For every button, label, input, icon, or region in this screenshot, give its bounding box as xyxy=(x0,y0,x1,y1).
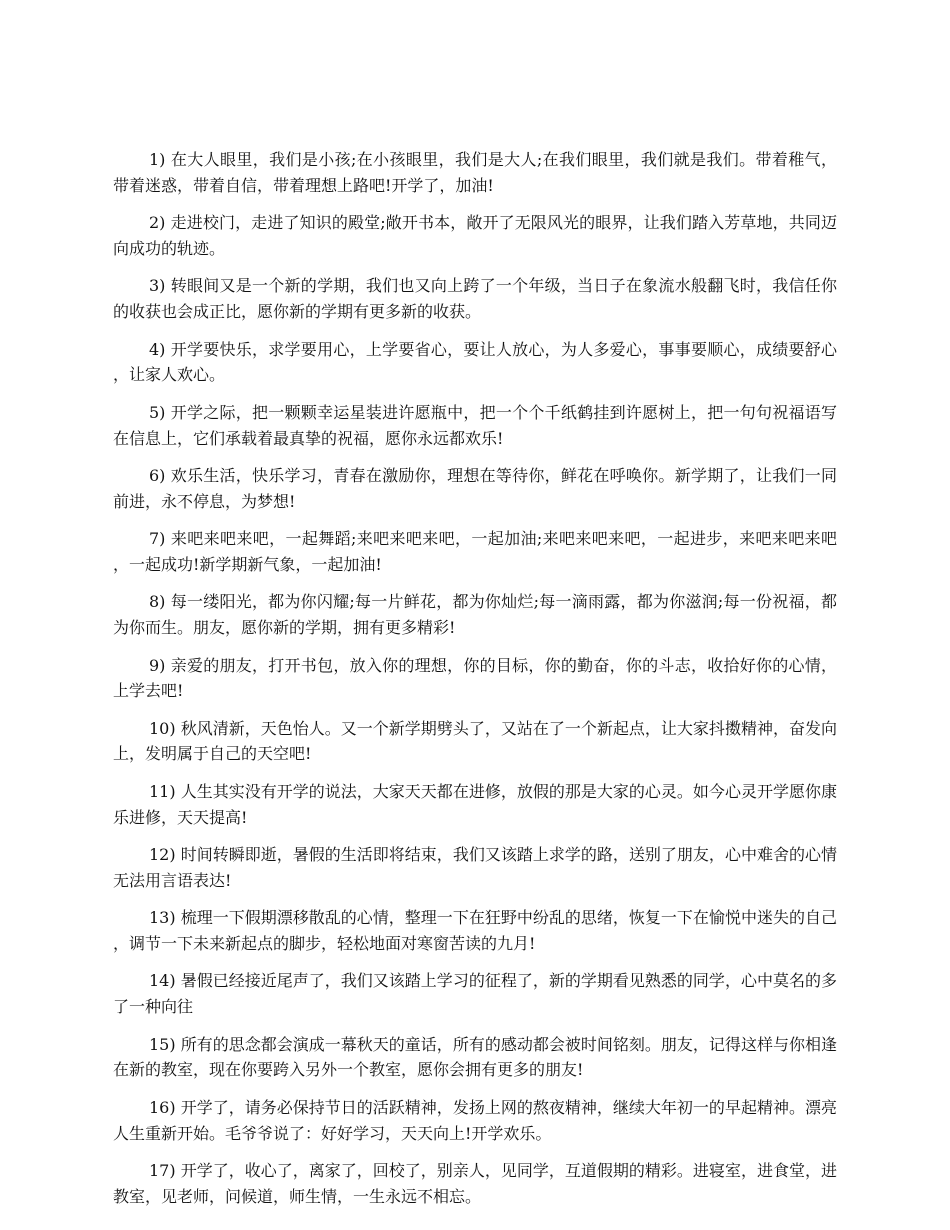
paragraph-9: 9) 亲爱的朋友，打开书包，放入你的理想，你的目标，你的勤奋，你的斗志，收拾好你的心情，上学去吧! xyxy=(113,655,837,701)
paragraph-12: 12) 时间转瞬即逝，暑假的生活即将结束，我们又该踏上求学的路，送别了朋友，心中难舍的心情无法用言语表达! xyxy=(113,845,837,890)
paragraph-13: 13) 梳理一下假期漂移散乱的心情，整理一下在狂野中纷乱的思绪，恢复一下在愉悦中迷失的自己，调节一下未来新起点的脚步，轻松地面对寒窗苦读的九月! xyxy=(113,908,837,954)
paragraph-1: 1) 在大人眼里，我们是小孩;在小孩眼里，我们是大人;在我们眼里，我们就是我们。带着稚气，带着迷惑，带着自信，带着理想上路吧!开学了，加油! xyxy=(113,150,837,195)
document-body xyxy=(113,147,837,1221)
paragraph-3: 3) 转眼间又是一个新的学期，我们也又向上跨了一个年级，当日子在象流水般翻飞时，我信任你的收获也会成正比，愿你新的学期有更多新的收获。 xyxy=(113,276,837,322)
paragraph-8: 8) 每一缕阳光，都为你闪耀;每一片鲜花，都为你灿烂;每一滴雨露，都为你滋润;每一份祝福，都为你而生。朋友，愿你新的学期，拥有更多精彩! xyxy=(113,592,837,638)
paragraph-14: 14) 暑假已经接近尾声了，我们又该踏上学习的征程了，新的学期看见熟悉的同学，心中莫名的多了一种向往 xyxy=(113,971,837,1017)
paragraph-11: 11) 人生其实没有开学的说法，大家天天都在进修，放假的那是大家的心灵。如今心灵开学愿你康乐进修，天天提高! xyxy=(113,781,837,827)
paragraph-2: 2) 走进校门，走进了知识的殿堂;敞开书本，敞开了无限风光的眼界，让我们踏入芳草地，共同迈向成功的轨迹。 xyxy=(113,213,837,258)
paragraph-17: 17) 开学了，收心了，离家了，回校了，别亲人，见同学，互道假期的精彩。进寝室，进食堂，进教室，见老师，问候道，师生情，一生永远不相忘。 xyxy=(113,1161,837,1206)
paragraph-6: 6) 欢乐生活，快乐学习，青春在激励你，理想在等待你，鲜花在呼唤你。新学期了，让我们一同前进，永不停息，为梦想! xyxy=(113,465,837,511)
paragraph-10: 10) 秋风清新，天色怡人。又一个新学期劈头了，又站在了一个新起点，让大家抖擞精神，奋发向上，发明属于自己的天空吧! xyxy=(113,718,837,764)
paragraph-7: 7) 来吧来吧来吧，一起舞蹈;来吧来吧来吧，一起加油;来吧来吧来吧，一起进步，来吧来吧来吧，一起成功!新学期新气象，一起加油! xyxy=(113,529,837,574)
paragraph-4: 4) 开学要快乐，求学要用心，上学要省心，要让人放心，为人多爱心，事事要顺心，成绩要舒心，让家人欢心。 xyxy=(113,339,837,385)
paragraph-15: 15) 所有的思念都会演成一幕秋天的童话，所有的感动都会被时间铭刻。朋友，记得这样与你相逢在新的教室，现在你要跨入另外一个教室，愿你会拥有更多的朋友! xyxy=(113,1034,837,1080)
paragraph-16: 16) 开学了，请务必保持节日的活跃精神，发扬上网的熬夜精神，继续大年初一的早起精神。漂亮人生重新开始。毛爷爷说了：好好学习，天天向上!开学欢乐。 xyxy=(113,1097,837,1143)
paragraph-5: 5) 开学之际，把一颗颗幸运星装进许愿瓶中，把一个个千纸鹤挂到许愿树上，把一句句祝福语写在信息上，它们承载着最真挚的祝福，愿你永远都欢乐! xyxy=(113,402,837,448)
